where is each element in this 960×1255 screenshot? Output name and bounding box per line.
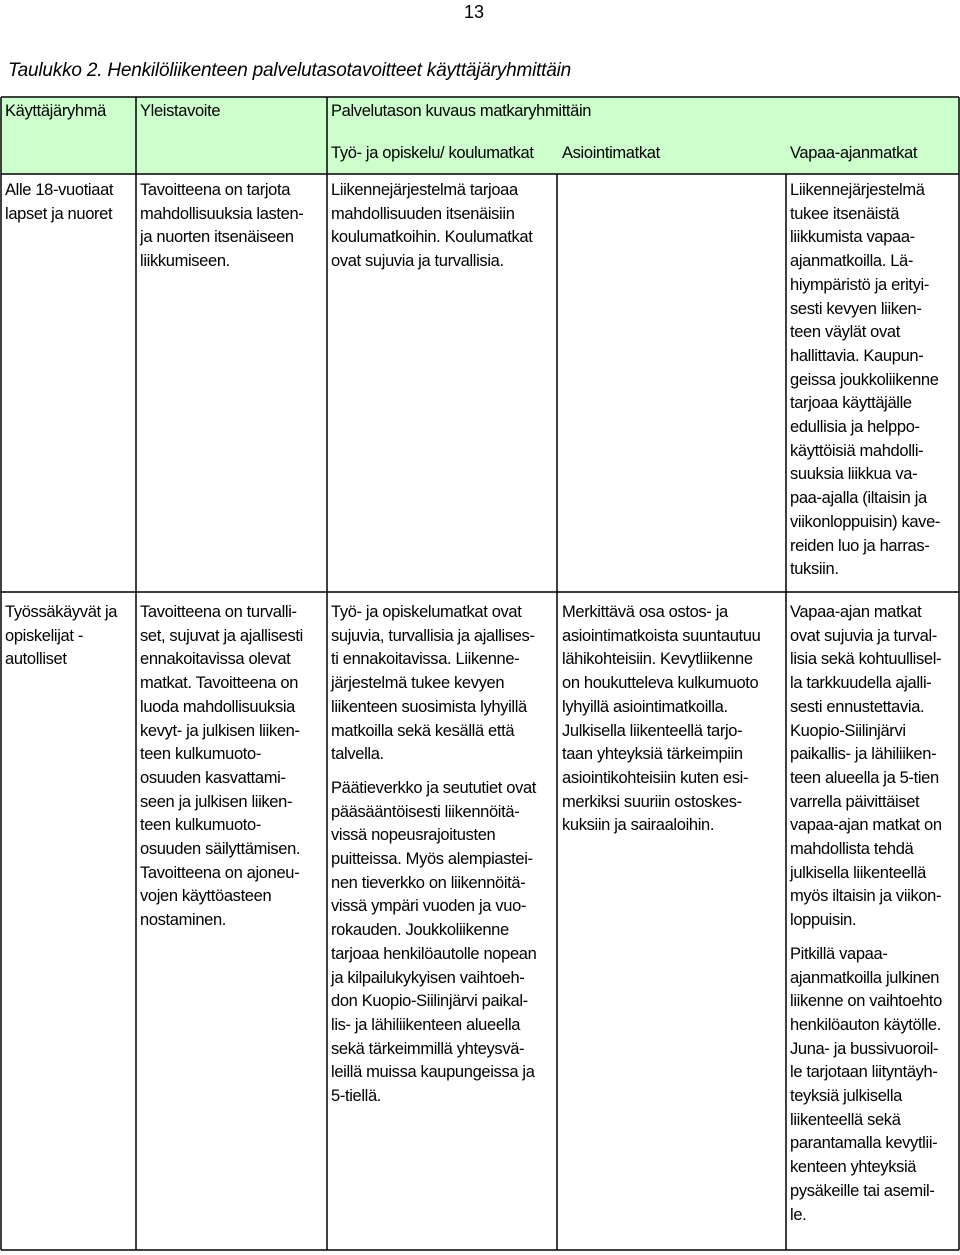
header-user-group: Käyttäjäryhmä	[5, 102, 106, 120]
header-work-study-trips: Työ- ja opiskelu/ koulumatkat	[331, 144, 534, 162]
row2-leisure-paragraph-1: Vapaa-ajan matkat ovat sujuvia ja turval- lisia sekä kohtuullisel- la tarkkuudella ajalli- sesti ennustettavia. Kuopio-Siilinjärvi paikallis- ja lähiliiken- teen alueella ja 5-tien varrella päivittäiset vapaa-ajan matkat on mahdollista tehdä julkisella liikenteellä myös iltaisin ja viikon- loppuisin.	[790, 603, 942, 930]
row1-general-goal: Tavoitteena on tarjota mahdollisuuksia lasten- ja nuorten itsenäiseen liikkumiseen.	[140, 181, 304, 271]
header-leisure-trips: Vapaa-ajanmatkat	[790, 144, 918, 162]
header-service-level: Palvelutason kuvaus matkaryhmittäin	[331, 102, 592, 120]
page-number: 13	[464, 2, 485, 22]
row1-leisure-trips: Liikennejärjestelmä tukee itsenäistä liikkumista vapaa- ajanmatkoilla. Lä- hiympäristö ja erityi- sesti kevyen liiken- teen väylät ovat hallittavia. Kaupun- geissa joukkoliikenne tarjoaa käyttäjälle edullisia ja helppo- käyttöisiä mahdolli- suuksia liikkua va- paa-ajalla (iltaisin ja viikonloppuisin) kave- reiden luo ja harras- tuksiin.	[790, 181, 941, 579]
row2-leisure-paragraph-2: Pitkillä vapaa- ajanmatkoilla julkinen liikenne on vaihtoehto henkilöauton käytölle. Juna- ja bussivuoroil- le tarjotaan liityntäyh- teyksiä julkisella liikenteellä sekä parantamalla kevytlii- kenteen yhteyksiä pysäkeille tai asemil- le.	[790, 944, 942, 1224]
row2-leisure-trips	[790, 601, 958, 1227]
row1-work-study-trips: Liikennejärjestelmä tarjoaa mahdollisuuden itsenäisiin koulumatkoihin. Koulumatkat ovat sujuvia ja turvallisia.	[331, 181, 533, 271]
table-caption: Taulukko 2. Henkilöliikenteen palvelutasotavoitteet käyttäjäryhmittäin	[8, 60, 572, 81]
row2-errand-trips: Merkittävä osa ostos- ja asiointimatkoista suuntautuu lähikohteisiin. Kevytliikenne on houkutteleva kulkumuoto lyhyillä asiointimatkoilla. Julkisella liikenteellä tarjo- taan yhteyksiä tärkeimpiin asiointikohteisiin kuten esi- merkiksi suuriin ostoskes- kuksiin ja sairaaloihin.	[562, 603, 761, 835]
row2-work-study-trips	[331, 601, 556, 1109]
header-general-goal: Yleistavoite	[140, 102, 221, 120]
row2-work-study-paragraph-1: Työ- ja opiskelumatkat ovat sujuvia, turvallisia ja ajallises- ti ennakoitavissa. Liikenne- järjestelmä tukee kevyen liikenteen suosimista lyhyillä matkoilla sekä kesällä että talvella.	[331, 603, 535, 764]
row1-user-group: Alle 18-vuotiaat lapset ja nuoret	[5, 181, 114, 223]
row2-user-group: Työssäkäyvät ja opiskelijat - autolliset	[5, 603, 118, 669]
row2-general-goal: Tavoitteena on turvalli- set, sujuvat ja ajallisesti ennakoitavissa olevat matkat. Tavoitteena on luoda mahdollisuuksia kevyt- ja julkisen liiken- teen kulkumuoto- osuuden kasvattami- seen ja julkisen liiken- teen kulkumuoto- osuuden säilyttämisen. Tavoitteena on ajoneu- vojen käyttöasteen nostaminen.	[140, 603, 303, 930]
row2-work-study-paragraph-2: Päätieverkko ja seututiet ovat pääsääntöisesti liikennöitä- vissä nopeusrajoitusten puitteissa. Myös alempiastei- nen tieverkko on liikennöitä- vissä ympäri vuoden ja vuo- rokauden. Joukkoliikenne tarjoaa henkilöautolle nopean ja kilpailukykyisen vaihtoeh- don Kuopio-Siilinjärvi paikal- lis- ja lähiliikenteen alueella sekä tärkeimmillä yhteysvä- leillä muissa kaupungeissa ja 5-tiellä.	[331, 778, 537, 1106]
header-errand-trips: Asiointimatkat	[562, 144, 660, 162]
